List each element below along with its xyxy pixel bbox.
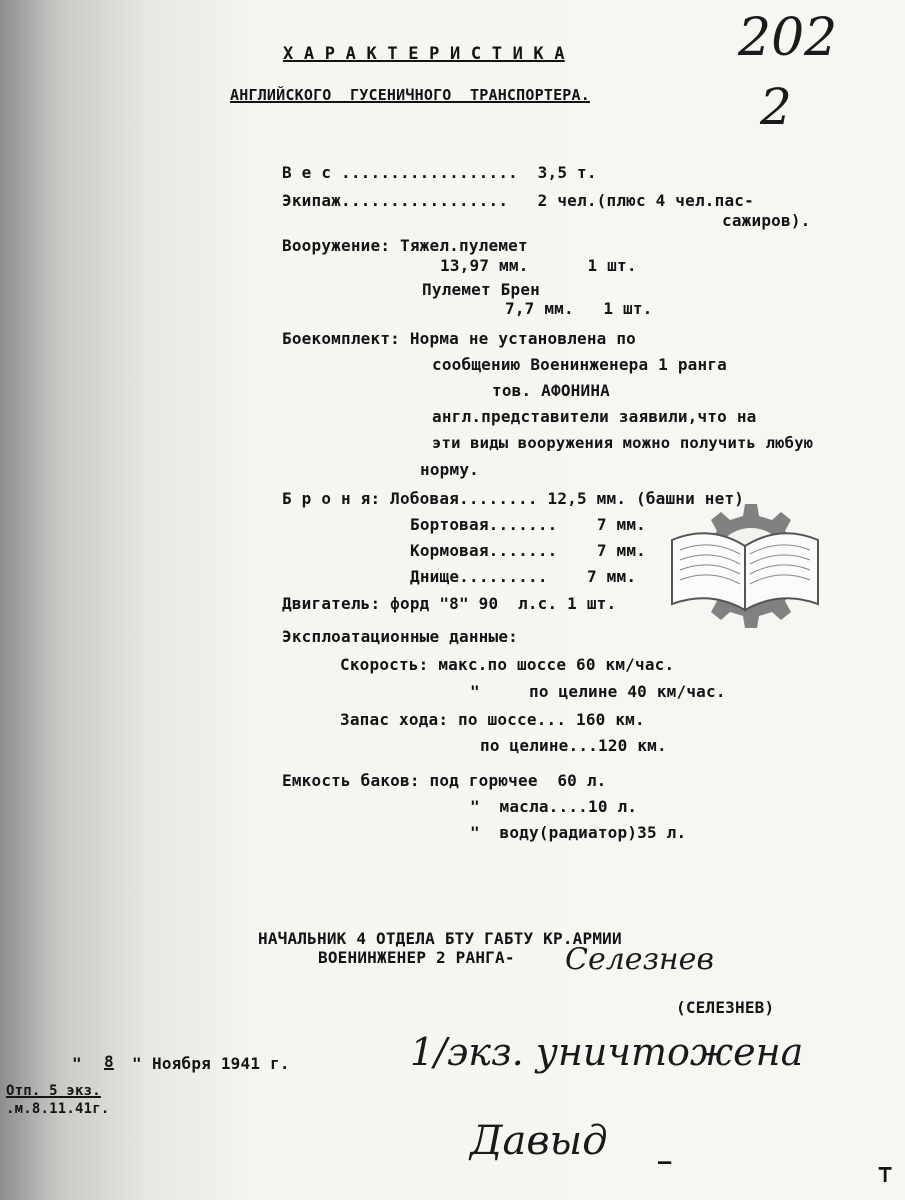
spec-armor-front: Б р о н я: Лобовая........ 12,5 мм. (башни нет) <box>282 489 745 508</box>
handwritten-signature: Селезнев <box>565 942 714 977</box>
spec-tanks-oil: " масла....10 л. <box>470 797 638 816</box>
copies-date-note: .м.8.11.41г. <box>6 1101 110 1117</box>
spec-speed-field: " по целине 40 км/час. <box>470 682 726 701</box>
spec-engine: Двигатель: форд "8" 90 л.с. 1 шт. <box>282 594 617 613</box>
document-date-day-close-quote: " <box>132 1054 142 1073</box>
spec-range-field: по целине...120 км. <box>480 736 667 755</box>
copies-note: Отп. 5 экз. <box>6 1083 101 1099</box>
spec-ammo-5: эти виды вооружения можно получить любую <box>432 434 814 452</box>
spec-armor-rear: Кормовая....... 7 мм. <box>410 541 646 560</box>
spec-operational-heading: Эксплоатационные данные: <box>282 627 518 646</box>
archive-page-number: 2 <box>760 78 792 136</box>
handwritten-initials: Давыд <box>470 1118 608 1164</box>
document-date-day-open-quote: " <box>72 1054 82 1073</box>
spec-armor-bottom: Днище......... 7 мм. <box>410 567 637 586</box>
spec-crew-cont: сажиров). <box>722 211 811 230</box>
spec-tanks-fuel: Емкость баков: под горючее 60 л. <box>282 771 607 790</box>
document-title: Х А Р А К Т Е Р И С Т И К А <box>283 44 565 64</box>
spec-ammo-4: англ.представители заявили,что на <box>432 407 757 426</box>
spec-range-road: Запас хода: по шоссе... 160 км. <box>340 710 645 729</box>
document-date: Ноября 1941 г. <box>152 1054 290 1073</box>
spec-armament-2: Пулемет Брен <box>422 280 540 299</box>
spec-ammo-1: Боекомплект: Норма не установлена по <box>282 329 636 348</box>
book-gear-watermark-icon <box>660 498 830 638</box>
spec-ammo-6: норму. <box>420 460 479 479</box>
spec-crew: Экипаж................. 2 чел.(плюс 4 чел.пас- <box>282 191 754 210</box>
signatory-name: (СЕЛЕЗНЕВ) <box>676 998 775 1017</box>
spec-tanks-water: " воду(радиатор)35 л. <box>470 823 687 842</box>
spec-armor-side: Бортовая....... 7 мм. <box>410 515 646 534</box>
handwritten-dash: — <box>658 1150 672 1175</box>
spec-armament-1: Вооружение: Тяжел.пулемет <box>282 236 528 255</box>
spec-armament-1-detail: 13,97 мм. 1 шт. <box>440 256 637 275</box>
handwritten-destruction-note: 1/экз. уничтожена <box>410 1030 804 1074</box>
spec-ammo-2: сообщению Военинженера 1 ранга <box>432 355 727 374</box>
spec-ammo-3: тов. АФОНИНА <box>492 381 610 400</box>
spec-speed-road: Скорость: макс.по шоссе 60 км/час. <box>340 655 675 674</box>
spec-armament-2-detail: 7,7 мм. 1 шт. <box>505 299 653 318</box>
signatory-rank: ВОЕНИНЖЕНЕР 2 РАНГА- <box>318 948 515 967</box>
spec-weight: В е с .................. 3,5 т. <box>282 163 597 182</box>
edge-mark: ⊤ <box>878 1160 893 1188</box>
document-date-day: 8 <box>104 1052 114 1071</box>
document-subtitle: АНГЛИЙСКОГО ГУСЕНИЧНОГО ТРАНСПОРТЕРА. <box>230 86 590 104</box>
archive-sheet-number: 202 <box>738 8 838 68</box>
signatory-position: НАЧАЛЬНИК 4 ОТДЕЛА БТУ ГАБТУ КР.АРМИИ <box>258 929 622 948</box>
